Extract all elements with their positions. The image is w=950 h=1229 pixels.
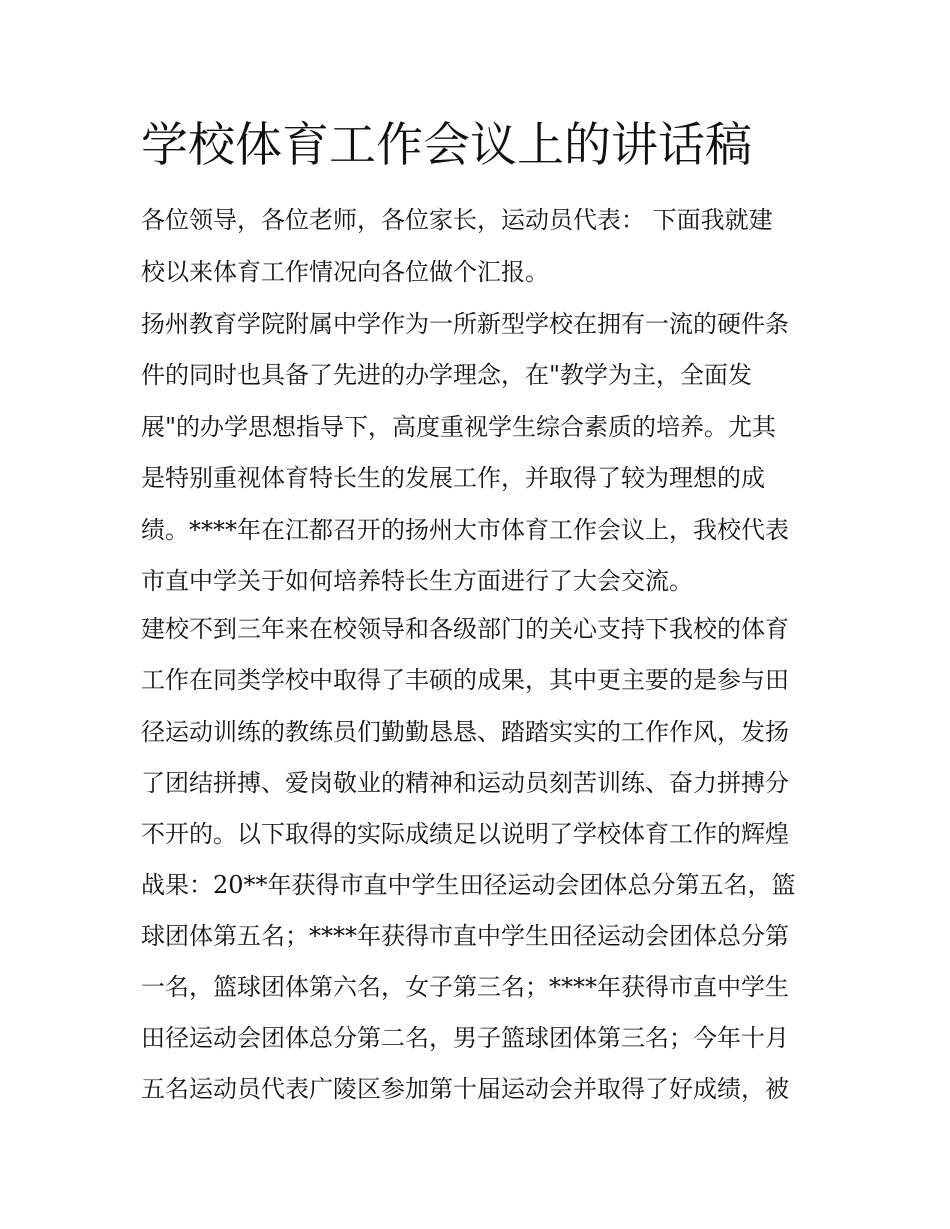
text-line: 球团体第五名；****年获得市直中学生田径运动会团体总分第 bbox=[141, 922, 789, 950]
text-line: 市直中学关于如何培养特长生方面进行了大会交流。 bbox=[141, 567, 693, 595]
text-line: 绩。****年在江都召开的扬州大市体育工作会议上，我校代表 bbox=[141, 516, 789, 544]
text-line: 展"的办学思想指导下，高度重视学生综合素质的培养。尤其 bbox=[141, 413, 777, 441]
text-line: 一名，篮球团体第六名，女子第三名；****年获得市直中学生 bbox=[141, 973, 789, 1001]
text-line: 了团结拼搏、爱岗敬业的精神和运动员刻苦训练、奋力拼搏分 bbox=[141, 769, 789, 797]
text-line: 战果：20**年获得市直中学生田径运动会团体总分第五名，篮 bbox=[141, 871, 796, 899]
text-line: 田径运动会团体总分第二名，男子篮球团体第三名；今年十月 bbox=[141, 1024, 789, 1052]
text-line: 径运动训练的教练员们勤勤恳恳、踏踏实实的工作作风，发扬 bbox=[141, 718, 789, 746]
text-line: 不开的。以下取得的实际成绩足以说明了学校体育工作的辉煌 bbox=[141, 820, 789, 848]
text-line: 工作在同类学校中取得了丰硕的成果，其中更主要的是参与田 bbox=[141, 666, 789, 694]
text-line: 件的同时也具备了先进的办学理念，在"教学为主，全面发 bbox=[141, 361, 753, 389]
text-line: 校以来体育工作情况向各位做个汇报。 bbox=[141, 258, 549, 286]
document-title: 学校体育工作会议上的讲话稿 bbox=[141, 118, 752, 173]
text-line: 是特别重视体育特长生的发展工作，并取得了较为理想的成 bbox=[141, 464, 765, 492]
text-line: 五名运动员代表广陵区参加第十届运动会并取得了好成绩，被 bbox=[141, 1075, 789, 1103]
text-line: 建校不到三年来在校领导和各级部门的关心支持下我校的体育 bbox=[141, 615, 789, 643]
text-line: 各位领导，各位老师，各位家长，运动员代表： 下面我就建 bbox=[141, 206, 773, 234]
text-line: 扬州教育学院附属中学作为一所新型学校在拥有一流的硬件条 bbox=[141, 310, 789, 338]
